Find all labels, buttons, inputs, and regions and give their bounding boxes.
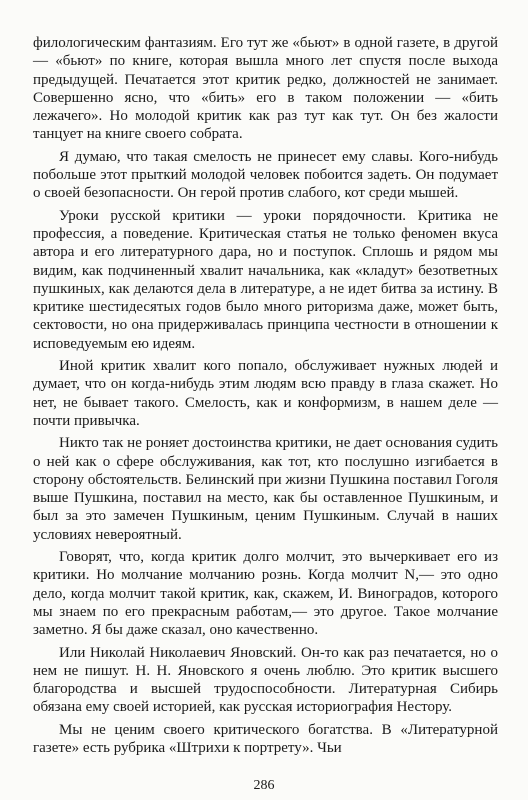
paragraph: Говорят, что, когда критик долго молчит, это вычеркивает его из критики. Но молчание молчанию рознь. Когда молчит N,— это одно дело, когда молчит такой критик, как, скажем, И. Виноградов, которого мы знаем по его прекрасным работам,— это другое. Такое молчание заметно. Я бы даже сказал, оно качественно. [33, 549, 498, 639]
paragraph: Иной критик хвалит кого попало, обслуживает нужных людей и думает, что он когда-нибудь этим людям всю правду в глаза скажет. Но нет, не бывает такого. Смелость, как и конформизм, в нашем деле — почти привычка. [33, 358, 498, 429]
page-number: 286 [253, 778, 275, 793]
paragraph: Я думаю, что такая смелость не принесет ему славы. Кого-нибудь побольше этот прыткий молодой человек побоится задеть. Он подумает о своей безопасности. Он герой против слабого, кот среди мышей. [33, 148, 498, 202]
paragraph: Или Николай Николаевич Яновский. Он-то как раз печатается, но о нем не пишут. Н. Н. Яновского я очень люблю. Это критик высшего благородства и высшей трудоспособности. Литературная Сибирь обязана ему своей историей, как русская историография Нестору. [33, 644, 498, 716]
paragraph: Никто так не роняет достоинства критики, не дает основания судить о ней как о сфере обслуживания, как тот, кто послушно изгибается в сторону обстоятельств. Белинский при жизни Пушкина поставил Гоголя выше Пушкина, поставил на место, как бы оставленное Пушкиным, и был за это замечен Пушкиным, ценим Пушкиным. Случай в наших условиях невероятный. [33, 435, 498, 543]
body-text [33, 34, 498, 761]
paragraph: Уроки русской критики — уроки порядочности. Критика не профессия, а поведение. Критическая статья не только феномен вкуса автора и его литературного дара, но и поступок. Сплошь и рядом мы видим, как подчиненный хвалит начальника, как «кладут» безответных пушкиных, как делаются дела в литературе, а не идет битва за истину. В критике шестидесятых годов было много риторизма даже, может быть, сектовости, но она придерживалась принципа честности в отношении к исповедуемым ею идеям. [33, 207, 498, 352]
paragraph: Мы не ценим своего критического богатства. В «Литературной газете» есть рубрика «Штрихи к портрету». Чьи [33, 721, 498, 756]
paragraph: филологическим фантазиям. Его тут же «бьют» в одной газете, в другой — «бьют» по книге, которая вышла много лет спустя после выхода предыдущей. Печатается этот критик редко, должностей не занимает. Совершенно ясно, что «бить» его в таком положении — «бить лежачего». Но молодой критик как раз тут как тут. Он без жалости танцует на книге своего собрата. [33, 35, 498, 143]
